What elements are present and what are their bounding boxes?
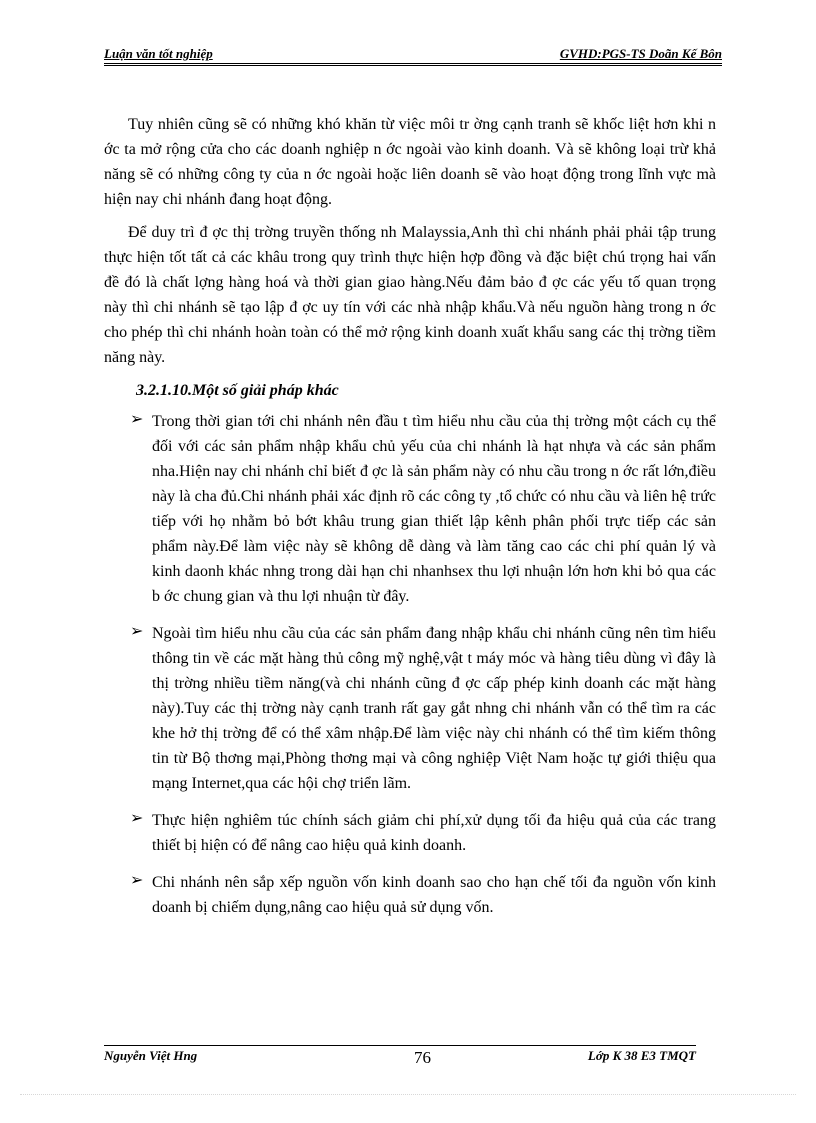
header-left-text: Luận văn tốt nghiệp xyxy=(104,46,213,61)
section-title: 3.2.1.10.Một số giải pháp khác xyxy=(136,382,339,399)
page-number: 76 xyxy=(414,1048,432,1067)
footer-author: Nguyễn Việt Hng xyxy=(104,1048,198,1063)
arrowhead-bullet-icon: ➢ xyxy=(130,411,144,428)
list-item xyxy=(104,621,716,796)
bullet-text: Chi nhánh nên sắp xếp nguồn vốn kinh doanh sao cho hạn chế tối đa nguồn vốn kinh doanh bị chiếm dụng,nâng cao hiệu quả sử dụng vốn. xyxy=(152,874,716,916)
page-body xyxy=(104,112,716,932)
paragraph-2: Để duy trì đ ợc thị trờng truyền thống nh Malayssia,Anh thì chi nhánh phải phải tập trung thực hiện tốt tất cả các khâu trong quy trình thực hiện hợp đồng và đặc biệt chú trọng hai vấn đề đó là chất lợng hàng hoá và thời gian giao hàng.Nếu đảm bảo đ ợc các yếu tố quan trọng này thì chi nhánh sẽ tạo lập đ ợc uy tín với các nhà nhập khẩu.Và nếu nguồn hàng trong n ớc cho phép thì chi nhánh hoàn toàn có thể mở rộng kinh doanh xuất khẩu sang các thị trờng tiềm năng này. xyxy=(104,224,716,366)
bullet-text: Ngoài tìm hiểu nhu cầu của các sản phẩm đang nhập khẩu chi nhánh cũng nên tìm hiểu thông tin về các mặt hàng thủ công mỹ nghệ,vật t máy móc và hàng tiêu dùng vì đây là thị trờng nhiều tiềm năng(và chi nhánh cũng đ ợc cấp phép kinh doanh các mặt hàng này).Tuy các thị trờng này cạnh tranh rất gay gắt nhng chi nhánh vẫn có thể tìm ra các khe hở thị trờng để có thể xâm nhập.Để làm việc này chi nhánh có thể tìm kiếm thông tin từ Bộ thơng mại,Phòng thơng mại và công nghiệp Việt Nam hoặc tự giới thiệu qua mạng Internet,qua các hội chợ triển lãm. xyxy=(152,625,716,792)
bullet-text: Trong thời gian tới chi nhánh nên đầu t tìm hiểu nhu cầu của thị trờng một cách cụ thể đối với các sản phẩm nhập khẩu chủ yếu của chi nhánh là hạt nhựa và các sản phẩm nha.Hiện nay chi nhánh chỉ biết đ ợc là sản phẩm này có nhu cầu trong n ớc rất lớn,điều này là cha đủ.Chi nhánh phải xác định rõ các công ty ,tổ chức có nhu cầu và liên hệ trức tiếp với họ nhằm bỏ bớt khâu trung gian thiết lập kênh phân phối trực tiếp các sản phẩm này.Để làm việc này sẽ không dễ dàng và làm tăng cao các chi phí quản lý và kinh daonh khác nhng trong dài hạn chi nhanhsex thu lợi nhuận lớn hơn khi bỏ qua các b ớc chung gian và thu lợi nhuận từ đây. xyxy=(152,413,716,605)
header-right-text: GVHD:PGS-TS Doãn Kế Bôn xyxy=(559,46,722,61)
bullet-list xyxy=(104,409,716,920)
footer-class: Lớp K 38 E3 TMQT xyxy=(587,1048,696,1063)
arrowhead-bullet-icon: ➢ xyxy=(130,623,144,640)
arrowhead-bullet-icon: ➢ xyxy=(130,810,144,827)
list-item xyxy=(104,808,716,858)
paragraph-1: Tuy nhiên cũng sẽ có những khó khăn từ việc môi tr ờng cạnh tranh sẽ khốc liệt hơn khi n ớc ta mở rộng cửa cho các doanh nghiệp n ớc ngoài vào kinh doanh. Và sẽ không loại trừ khả năng sẽ có những công ty của n ớc ngoài hoặc liên doanh sẽ vào hoạt động trong lĩnh vực mà hiện nay chi nhánh đang hoạt động. xyxy=(104,116,716,208)
page-bottom-divider xyxy=(20,1094,796,1095)
list-item xyxy=(104,409,716,609)
list-item xyxy=(104,870,716,920)
page-footer xyxy=(104,1045,696,1068)
arrowhead-bullet-icon: ➢ xyxy=(130,872,144,889)
page-header xyxy=(104,46,722,66)
bullet-text: Thực hiện nghiêm túc chính sách giảm chi phí,xử dụng tối đa hiệu quả của các trang thiết bị hiện có để nâng cao hiệu quả kinh doanh. xyxy=(152,812,716,854)
